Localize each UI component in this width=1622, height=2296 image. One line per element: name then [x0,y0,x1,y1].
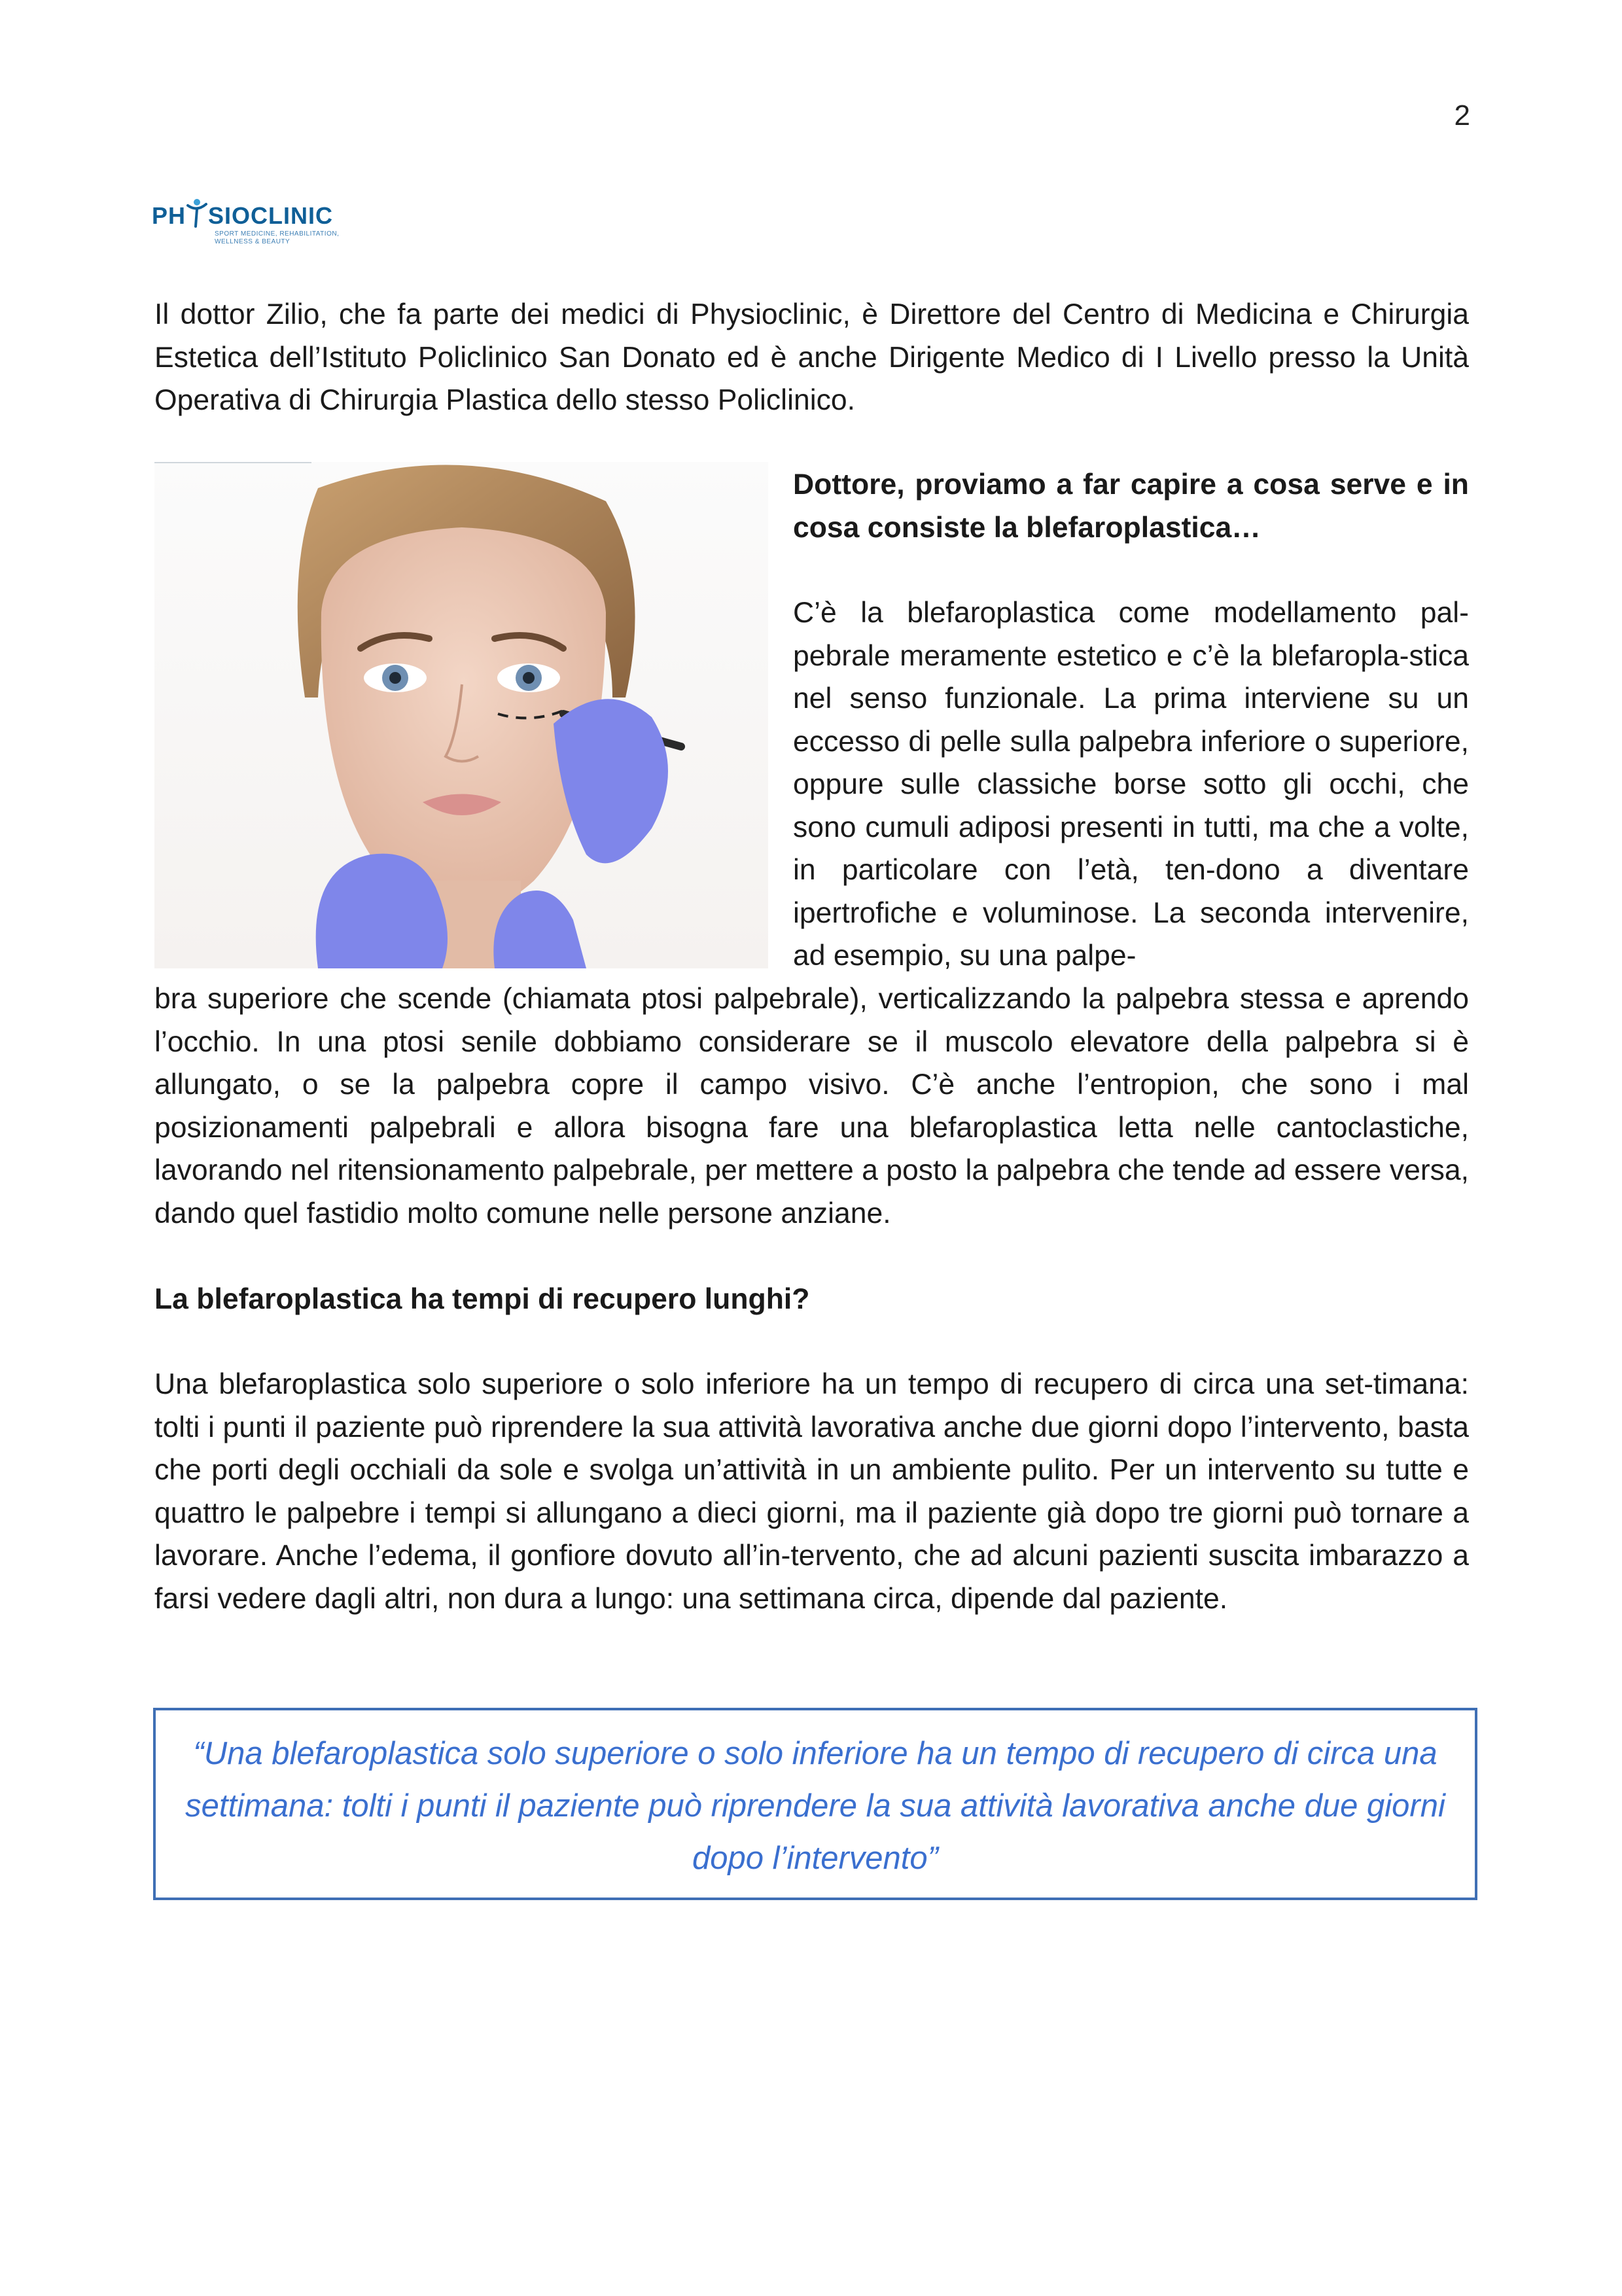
section1-heading: Dottore, proviamo a far capire a cosa serve e in cosa consiste la blefaroplastica… [793,468,1469,544]
logo-wordmark [152,198,333,234]
intro-paragraph: Il dottor Zilio, che fa parte dei medici di Physioclinic, è Direttore del Centro di Medicina e Chirurgia Estetica dell’Istituto Policlinico San Donato ed è anche Dirigente Medico di I Livello presso la Unità Operativa di Chirurgia Plastica dello stesso Policlinico. [154,298,1469,416]
section2-body: Una blefaroplastica solo superiore o solo inferiore ha un tempo di recupero di circa una set-timana: tolti i punti il paziente può riprendere la sua attività lavorativa anche due giorni dopo l’intervento, basta che porti degli occhiali da sole e svolga un’attività in un ambiente pulito. Per un intervento su tutte e quattro le palpebre i tempi si allungano a dieci giorni, ma il paziente già dopo tre giorni può tornare a lavorare. Anche l’edema, il gonfiore dovuto all’in-tervento, che ad alcuni pazienti suscita imbarazzo a farsi vedere dagli altri, non dura a lungo: una settimana circa, dipende dal paziente. [154,1368,1469,1615]
logo-text-left: PH [152,202,186,229]
blepharoplasty-photo [154,462,768,968]
section1-body-float: C’è la blefaroplastica come modellamento pal-pebrale meramente estetico e c’è la blefaropla-stica nel senso funzionale. La prima interviene su un eccesso di pelle sulla palpebra inferiore o superiore, oppure sulle classiche borse sotto gli occhi, che sono cumuli adiposi presenti in tutti, ma che a volte, in particolare con l’età, ten-dono a diventare ipertrofiche e voluminose. La seconda intervenire, ad esempio, su una palpe- [793,597,1469,972]
pull-quote-text: “Una blefaroplastica solo superiore o solo inferiore ha un tempo di recupero di circa una settimana: tolti i punti il paziente può riprendere la sua attività lavorativa anche due giorni dopo l’intervento” [185,1736,1445,1876]
section1-body-full: bra superiore che scende (chiamata ptosi palpebrale), verticalizzando la palpebra stessa e aprendo l’occhio. In una ptosi senile dobbiamo considerare se il muscolo elevatore della palpebra si è allungato, o se la palpebra copre il campo visivo. C’è anche l’entropion, che sono i mal posizionamenti palpebrali e allora bisogna fare una blefaroplastica letta nelle cantoclastiche, lavorando nel ritensionamento palpebrale, per mettere a posto la palpebra che tende ad essere versa, dando quel fastidio molto comune nelle persone anziane. [154,983,1469,1229]
face-illustration [154,462,768,968]
pull-quote-box [153,1708,1477,1900]
logo-figure-icon [186,198,208,228]
logo-tagline: SPORT MEDICINE, REHABILITATION, WELLNESS & BEAUTY [215,230,340,245]
section2-heading: La blefaroplastica ha tempi di recupero lunghi? [154,1283,810,1315]
physioclinic-logo [152,198,348,256]
page-number: 2 [1454,99,1470,132]
logo-text-right: SIOCLINIC [208,202,334,229]
